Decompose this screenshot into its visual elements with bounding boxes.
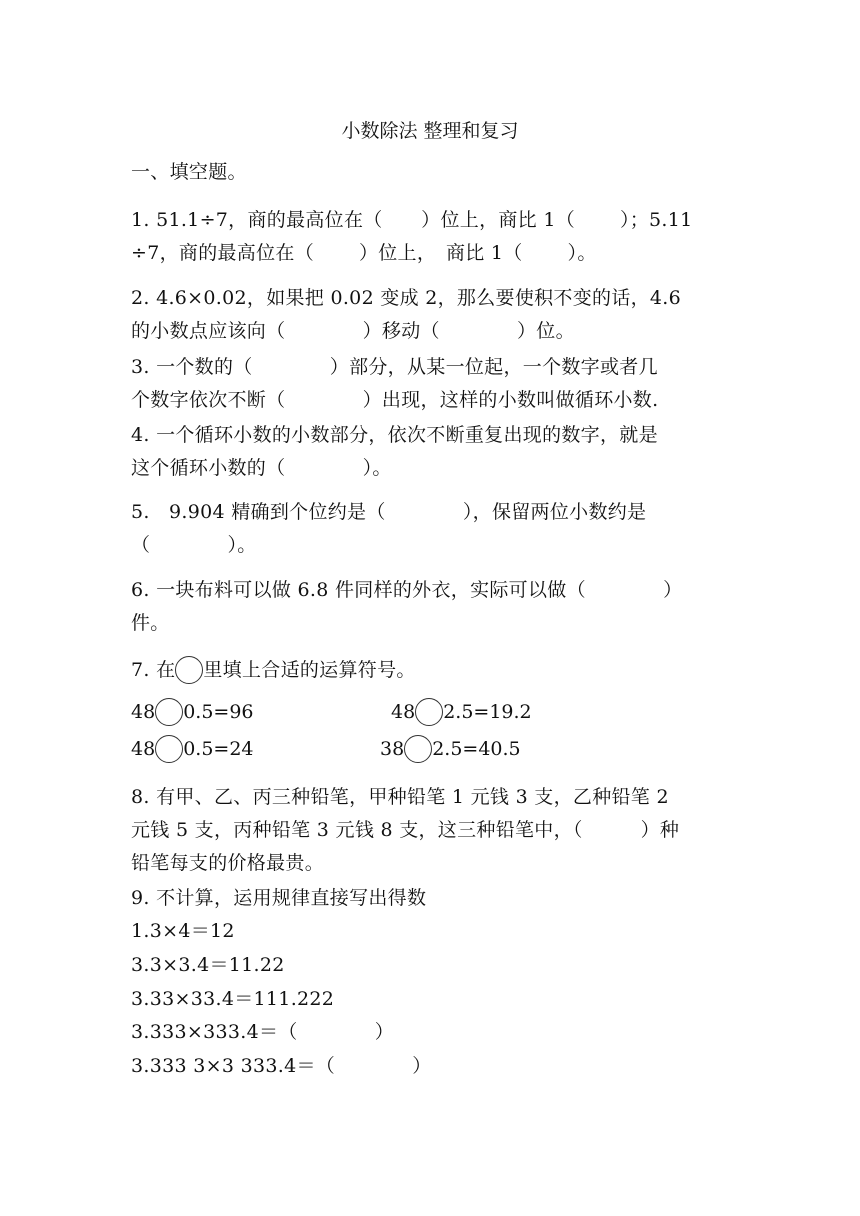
question-8-line-3: 铅笔每支的价格最贵。 (131, 852, 325, 874)
q7-item-4-right: 2.5=40.5 (432, 738, 521, 760)
question-9-line-4: 3.33×33.4＝111.222 (131, 988, 335, 1010)
q7-item-3-right: 0.5=24 (183, 738, 254, 760)
q7-item-2-left: 48 (391, 701, 416, 723)
q7-item-2 (391, 700, 532, 724)
question-9-line-3: 3.3×3.4＝11.22 (131, 954, 285, 976)
question-3-line-1: 3. 一个数的（ ）部分，从某一位起，一个数字或者几 (131, 356, 658, 378)
question-2-line-2: 的小数点应该向（ ）移动（ ）位。 (131, 320, 575, 342)
q7-item-1-left: 48 (131, 701, 156, 723)
section-heading: 一、填空题。 (131, 161, 247, 183)
question-1-line-2: ÷7，商的最高位在（ ）位上， 商比 1（ ）。 (131, 242, 597, 264)
question-9-line-1: 9. 不计算，运用规律直接写出得数 (131, 887, 427, 909)
question-6-line-2: 件。 (131, 612, 170, 634)
q7-item-1-right: 0.5=96 (183, 701, 254, 723)
answer-circle[interactable] (155, 698, 183, 726)
q7-item-3-left: 48 (131, 738, 156, 760)
question-8-line-1: 8. 有甲、乙、丙三种铅笔，甲种铅笔 1 元钱 3 支，乙种铅笔 2 (131, 786, 669, 808)
answer-circle[interactable] (404, 735, 432, 763)
question-9-line-6: 3.333 3×3 333.4＝（ ） (131, 1055, 432, 1077)
question-4-line-1: 4. 一个循环小数的小数部分，依次不断重复出现的数字，就是 (131, 424, 658, 446)
question-1-line-1: 1. 51.1÷7，商的最高位在（ ）位上，商比 1（ ）；5.11 (131, 209, 693, 231)
question-9-line-2: 1.3×4＝12 (131, 920, 235, 942)
answer-circle[interactable] (415, 698, 443, 726)
q7-item-2-right: 2.5=19.2 (443, 701, 532, 723)
question-9-line-5: 3.333×333.4＝（ ） (131, 1021, 395, 1043)
question-7-instruction (131, 658, 416, 682)
question-7-suffix: 里填上合适的运算符号。 (203, 659, 416, 681)
question-5-line-2: （ ）。 (131, 534, 257, 556)
question-4-line-2: 这个循环小数的（ ）。 (131, 457, 392, 479)
question-3-line-2: 个数字依次不断（ ）出现，这样的小数叫做循环小数. (131, 389, 659, 411)
question-6-line-1: 6. 一块布料可以做 6.8 件同样的外衣，实际可以做（ ） (131, 579, 683, 601)
page-title: 小数除法 整理和复习 (341, 120, 519, 142)
q7-item-4-left: 38 (380, 738, 405, 760)
question-2-line-1: 2. 4.6×0.02，如果把 0.02 变成 2，那么要使积不变的话，4.6 (131, 287, 682, 309)
question-8-line-2: 元钱 5 支，丙种铅笔 3 元钱 8 支，这三种铅笔中，（ ）种 (131, 819, 680, 841)
q7-item-3 (131, 737, 254, 761)
question-5-line-1: 5. 9.904 精确到个位约是（ ），保留两位小数约是 (131, 501, 647, 523)
question-7-prefix: 7. 在 (131, 659, 176, 681)
answer-circle[interactable] (155, 735, 183, 763)
q7-item-1 (131, 700, 254, 724)
answer-circle[interactable] (175, 656, 203, 684)
q7-item-4 (380, 737, 521, 761)
